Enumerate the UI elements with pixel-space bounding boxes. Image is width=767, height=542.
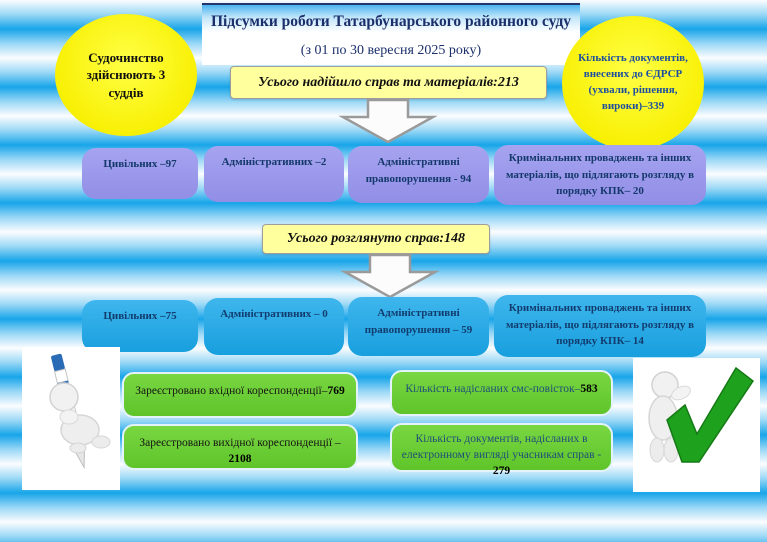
edrsr-documents-ellipse	[562, 16, 704, 150]
considered-administrative-box: Адміністративних – 0	[204, 298, 344, 355]
page-subtitle: (з 01 по 30 вересня 2025 року)	[300, 43, 482, 58]
down-arrow-icon	[340, 254, 440, 298]
page-title: Підсумки роботи Татарбунарського районного суду	[210, 13, 572, 30]
outgoing-correspondence-value: 2108	[228, 453, 252, 466]
sms-summons-label: Кількість надісланих смс-повісток–	[405, 383, 581, 395]
considered-admin-offenses-box: Адміністративні правопорушення – 59	[348, 297, 489, 356]
figure-with-checkmark-illustration	[633, 358, 760, 492]
received-admin-offenses-box: Адміністративні правопорушення - 94	[348, 146, 489, 203]
received-administrative-box: Адміністративних –2	[204, 146, 344, 202]
figure-with-pen-illustration	[22, 347, 120, 490]
considered-civil-box: Цивільних –75	[82, 300, 198, 352]
pen-figure-icon	[22, 347, 120, 490]
judges-count-ellipse	[55, 14, 197, 136]
received-civil-box: Цивільних –97	[82, 148, 198, 199]
electronic-documents-box	[390, 423, 613, 478]
checkmark-figure-icon	[633, 358, 760, 492]
considered-criminal-box: Кримінальних проваджень та інших матеріалів, що підлягають розгляду в порядку КПК– 14	[494, 295, 706, 357]
total-received-box: Усього надійшло справ та матеріалів:213	[230, 66, 547, 99]
incoming-correspondence-value: 769	[327, 385, 345, 397]
outgoing-correspondence-label: Зареєстровано вихідної кореспонденції –	[139, 437, 341, 449]
electronic-documents-value: 279	[492, 465, 511, 478]
title-panel	[202, 3, 580, 65]
sms-summons-box	[390, 370, 613, 416]
sms-summons-value: 583	[580, 383, 598, 395]
judges-count-text: Судочинство здійснюють 3 суддів	[86, 49, 166, 100]
electronic-documents-label: Кількість документів, надісланих в електронному вигляді учасникам справ -	[401, 433, 602, 462]
incoming-correspondence-box	[122, 372, 358, 418]
outgoing-correspondence-box	[122, 424, 358, 470]
total-considered-box: Усього розглянуто справ:148	[262, 224, 490, 254]
received-criminal-box: Кримінальних проваджень та інших матеріалів, що підлягають розгляду в порядку КПК– 20	[494, 145, 706, 205]
edrsr-documents-text: Кількість документів, внесених до ЄДРСР (ухвали, рішення, вироки)–339	[578, 52, 688, 112]
down-arrow-icon	[338, 99, 438, 143]
incoming-correspondence-label: Зареєстровано вхідної кореспонденції–	[135, 385, 328, 397]
